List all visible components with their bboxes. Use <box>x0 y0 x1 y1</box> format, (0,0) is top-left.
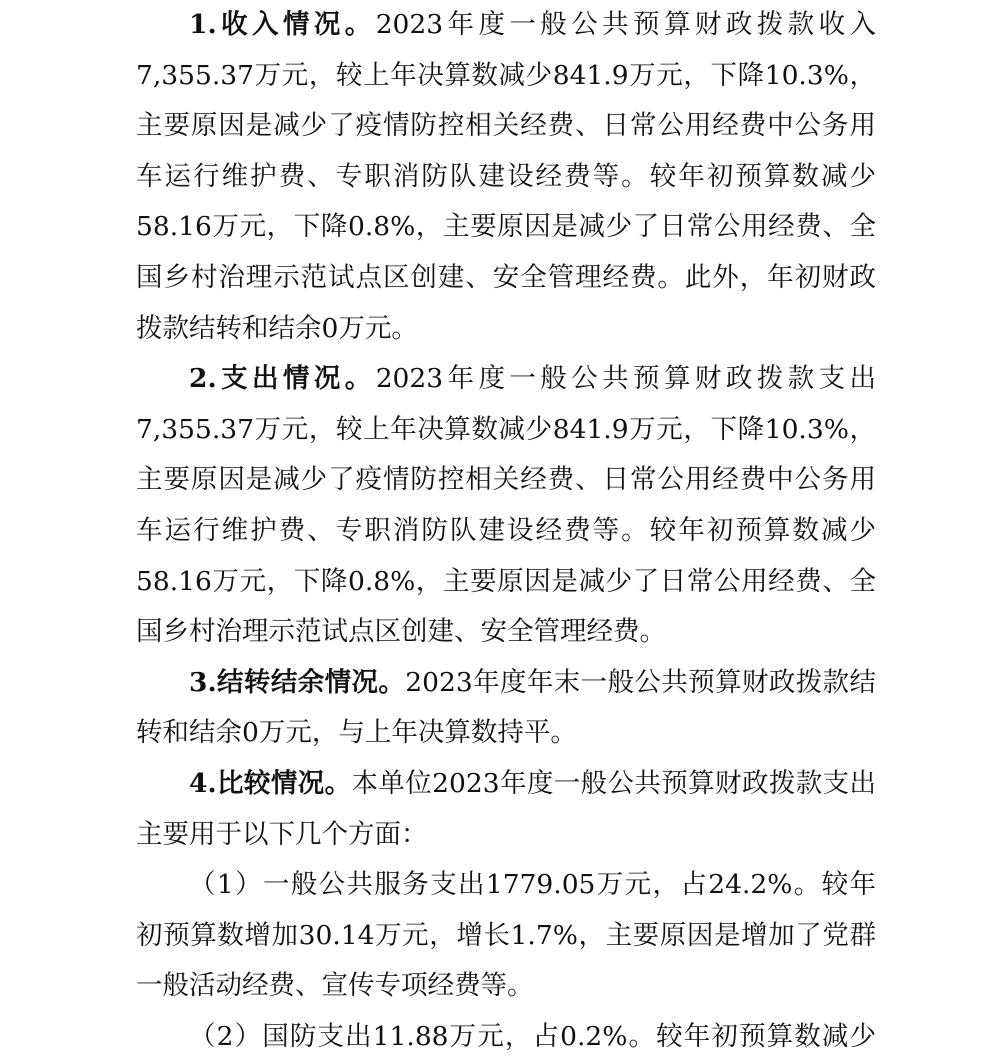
section-heading-carryover: 3.结转结余情况。 <box>189 666 406 698</box>
paragraph-income <box>136 0 876 354</box>
paragraph-carryover <box>136 658 876 759</box>
section-heading-income: 1.收入情况。 <box>189 9 376 40</box>
paragraph-text: （2）国防支出11.88万元，占0.2%。较年初预算数减少 <box>189 1020 876 1052</box>
paragraph-comparison <box>136 759 876 860</box>
section-heading-expenditure: 2.支出情况。 <box>189 363 376 395</box>
paragraph-text: 本单位2023年度一般公共预算财政拨款支出主要用于以下几个方面： <box>136 767 876 850</box>
list-item-national-defense <box>136 1012 876 1062</box>
section-heading-comparison: 4.比较情况。 <box>189 767 352 799</box>
paragraph-expenditure <box>136 354 876 658</box>
paragraph-text: （1）一般公共服务支出1779.05万元，占24.2%。较年初预算数增加30.14万元，增长1.7%，主要原因是增加了党群一般活动经费、宣传专项经费等。 <box>136 869 876 1002</box>
paragraph-text: 2023年度一般公共预算财政拨款支出7,355.37万元，较上年决算数减少841.9万元，下降10.3%，主要原因是减少了疫情防控相关经费、日常公用经费中公务用车运行维护费、专职消防队建设经费等。较年初预算数减少58.16万元，下降0.8%，主要原因是减少了日常公用经费、全国乡村治理示范试点区创建、安全管理经费。 <box>136 363 876 648</box>
paragraph-text: 2023年度年末一般公共预算财政拨款结转和结余0万元，与上年决算数持平。 <box>136 666 876 749</box>
document-page <box>136 0 876 1062</box>
list-item-general-public-services <box>136 860 876 1012</box>
paragraph-text: 2023年度一般公共预算财政拨款收入7,355.37万元，较上年决算数减少841.9万元，下降10.3%，主要原因是减少了疫情防控相关经费、日常公用经费中公务用车运行维护费、专职消防队建设经费等。较年初预算数减少58.16万元，下降0.8%，主要原因是减少了日常公用经费、全国乡村治理示范试点区创建、安全管理经费。此外，年初财政拨款结转和结余0万元。 <box>136 9 876 344</box>
